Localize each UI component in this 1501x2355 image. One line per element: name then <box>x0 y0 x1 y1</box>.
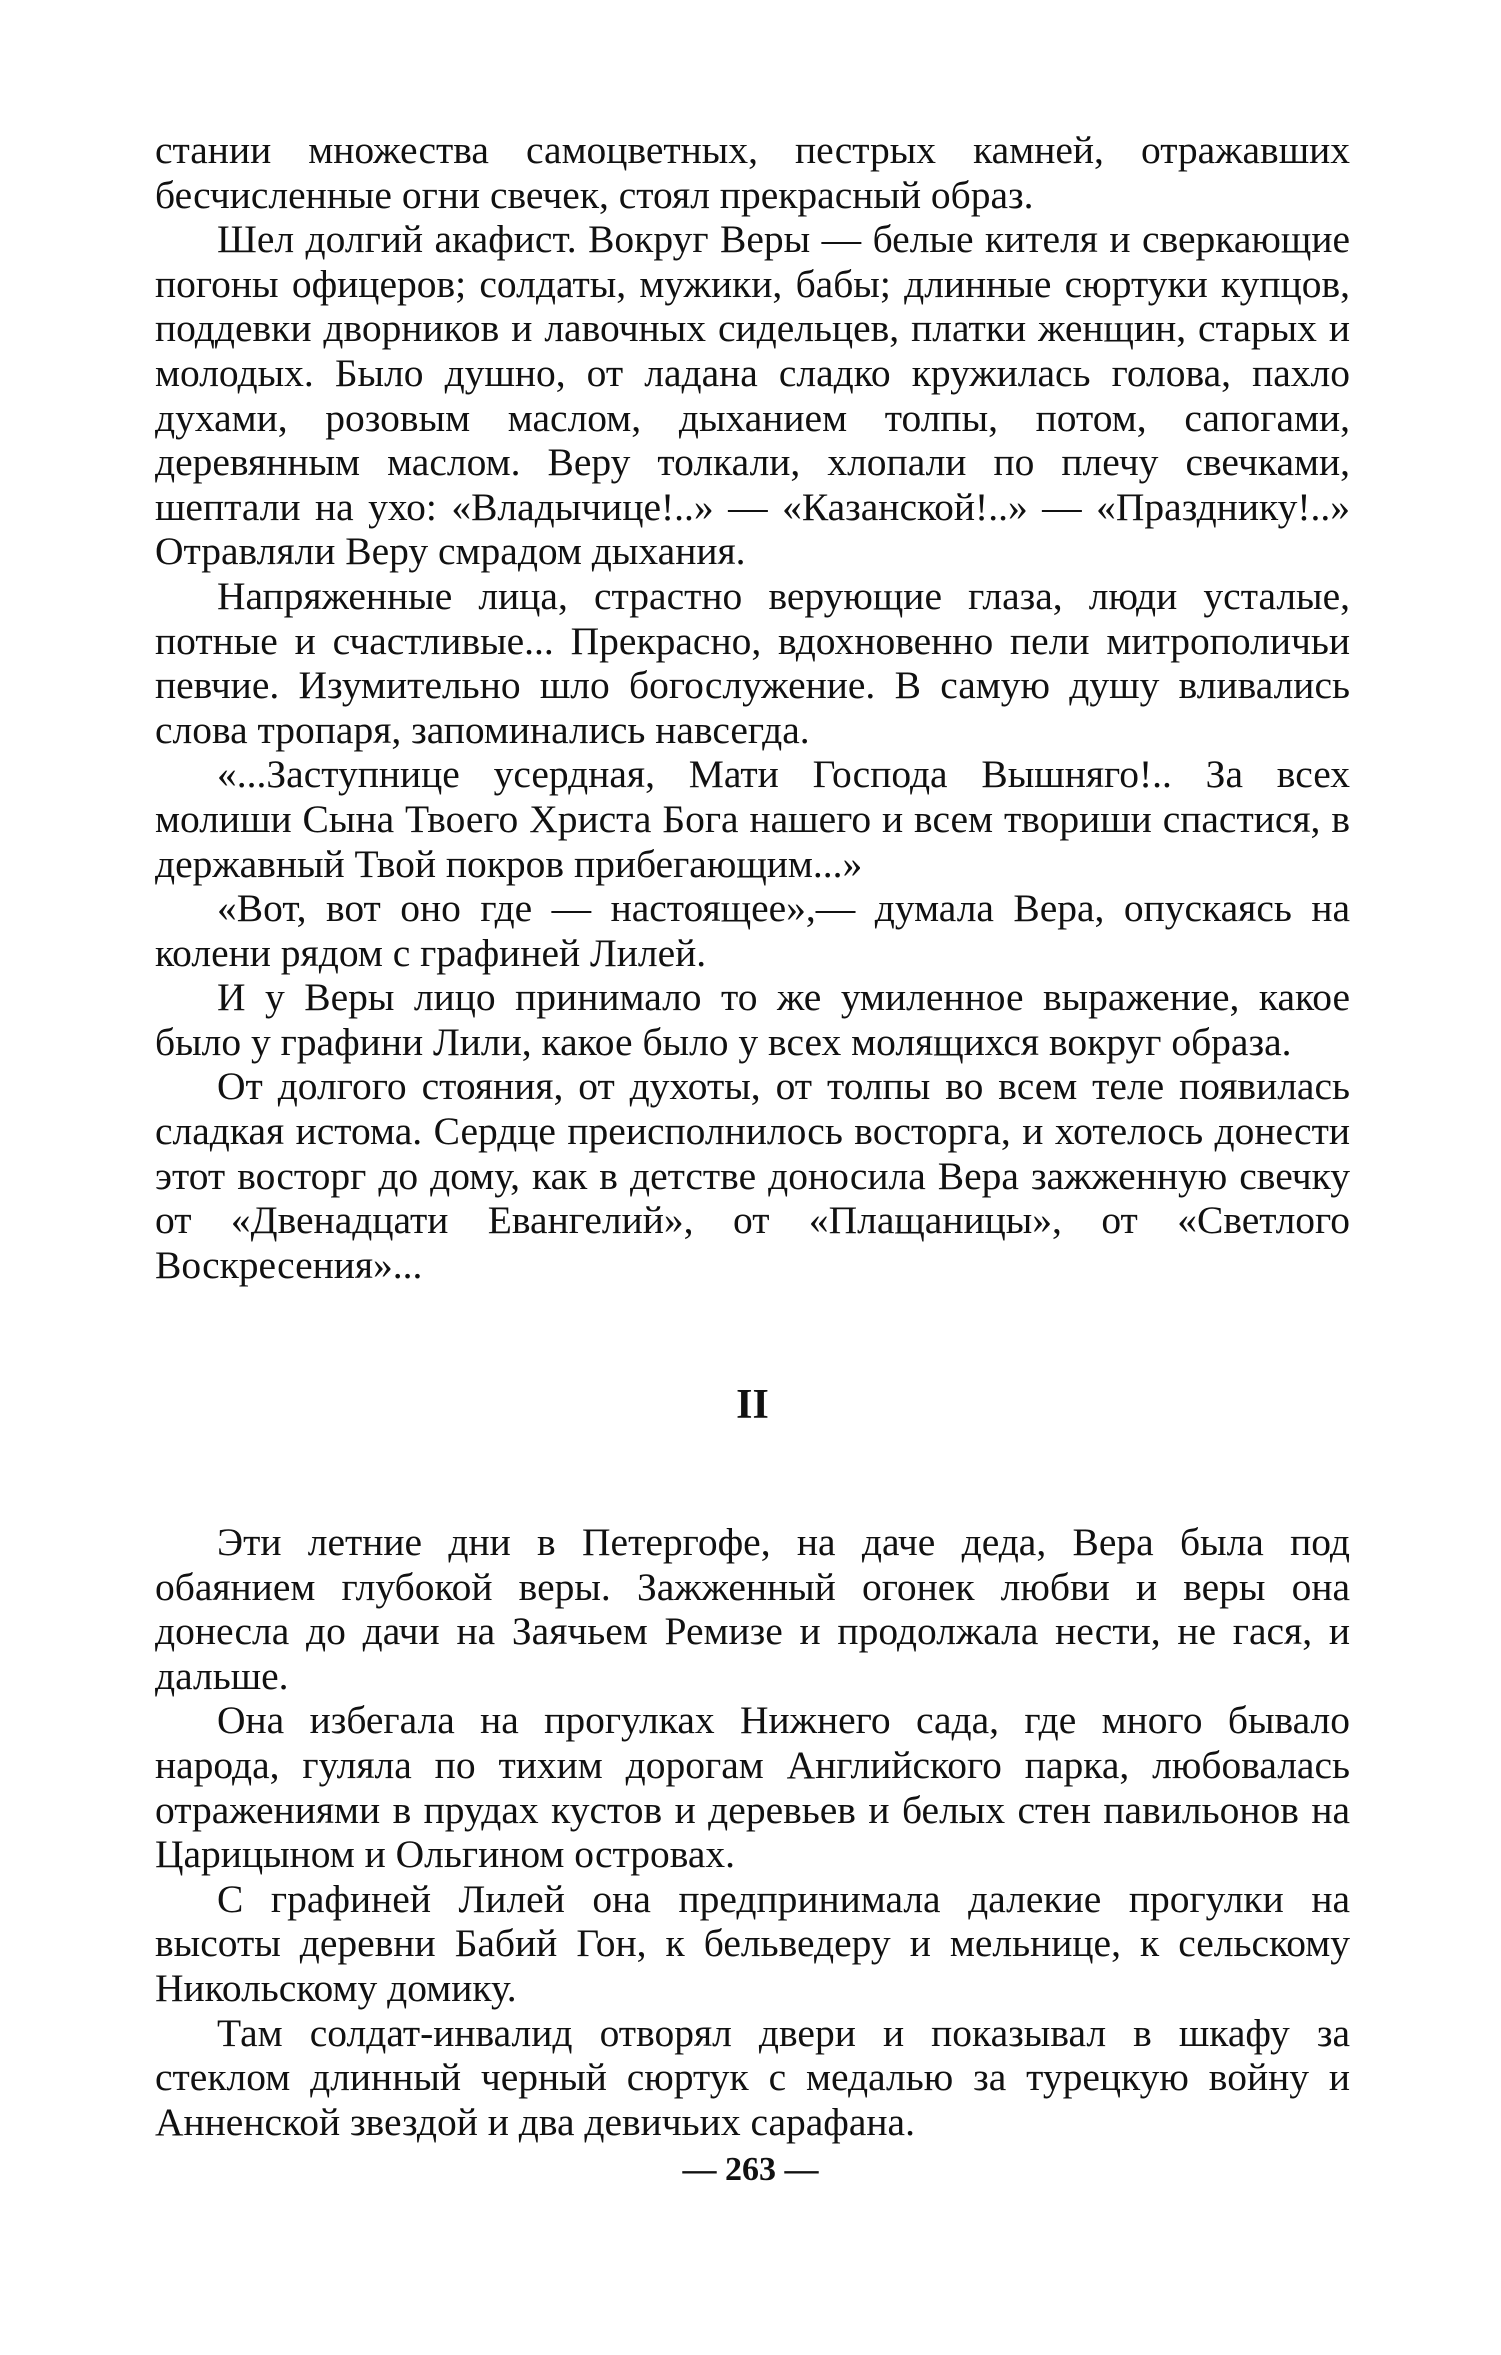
paragraph-languor: От долгого стояния, от духоты, от толпы во всем теле появилась сладкая истома. Сердце преисполнилось восторга, и хотелось донести этот восторг до дому, как в детстве доносила Вера зажженную свечку от «Двенадцати Евангелий», от «Плащаницы», от «Светлого Воскресения»... <box>155 1064 1350 1287</box>
paragraph-summer-days: Эти летние дни в Петергофе, на даче деда, Вера была под обаянием глубокой веры. Зажженный огонек любви и веры она донесла до дачи на Заячьем Ремизе и продолжала нести, не гася, и дальше. <box>155 1520 1350 1698</box>
page-number: — 263 — <box>682 2151 819 2188</box>
paragraph-walks: Она избегала на прогулках Нижнего сада, где много бывало народа, гуляла по тихим дорогам Английского парка, любовалась отражениями в прудах кустов и деревьев и белых стен павильонов на Царицыном и Ольгином островах. <box>155 1698 1350 1877</box>
chapter-heading: II <box>736 1382 769 1429</box>
paragraph-akathist: Шел долгий акафист. Вокруг Веры — белые кителя и сверкающие погоны офицеров; солдаты, мужики, бабы; длинные сюртуки купцов, поддевки дворников и лавочных сидельцев, платки женщин, старых и молодых. Было душно, от ладана сладко кружилась голова, пахло духами, розовым маслом, дыханием толпы, потом, сапогами, деревянным маслом. Веру толкали, хлопали по плечу свечками, шептали на ухо: «Владычице!..» — «Казанской!..» — «Празднику!..» Отравляли Веру смрадом дыхания. <box>155 217 1350 574</box>
paragraph-troparion: «...Заступнице усердная, Мати Господа Вышняго!.. За всех молиши Сына Твоего Христа Бога нашего и всем твориши спастися, в державный Твой покров прибегающим...» <box>155 752 1350 886</box>
paragraph-invalid-soldier: Там солдат-инвалид отворял двери и показывал в шкафу за стеклом длинный черный сюртук с медалью за турецкую войну и Анненской звездой и два девичьих сарафана. <box>155 2010 1350 2144</box>
paragraph-expression: И у Веры лицо принимало то же умиленное выражение, какое было у графини Лили, какое было у всех молящихся вокруг образа. <box>155 975 1350 1064</box>
paragraph-excursions: С графиней Лилей она предпринимала далекие прогулки на высоты деревни Бабий Гон, к бельведеру и мельнице, к сельскому Никольскому домику. <box>155 1876 1350 2010</box>
paragraph-continuation: стании множества самоцветных, пестрых камней, отражавших бесчисленные огни свечек, стоял прекрасный образ. <box>155 128 1350 217</box>
paragraph-faces: Напряженные лица, страстно верующие глаза, люди усталые, потные и счастливые... Прекрасно, вдохновенно пели митрополичьи певчие. Изумительно шло богослужение. В самую душу вливались слова тропаря, запоминались навсегда. <box>155 573 1350 752</box>
paragraph-thought: «Вот, вот оно где — настоящее»,— думала Вера, опускаясь на колени рядом с графиней Лилей. <box>155 886 1350 975</box>
page-text-column <box>155 128 1350 2144</box>
